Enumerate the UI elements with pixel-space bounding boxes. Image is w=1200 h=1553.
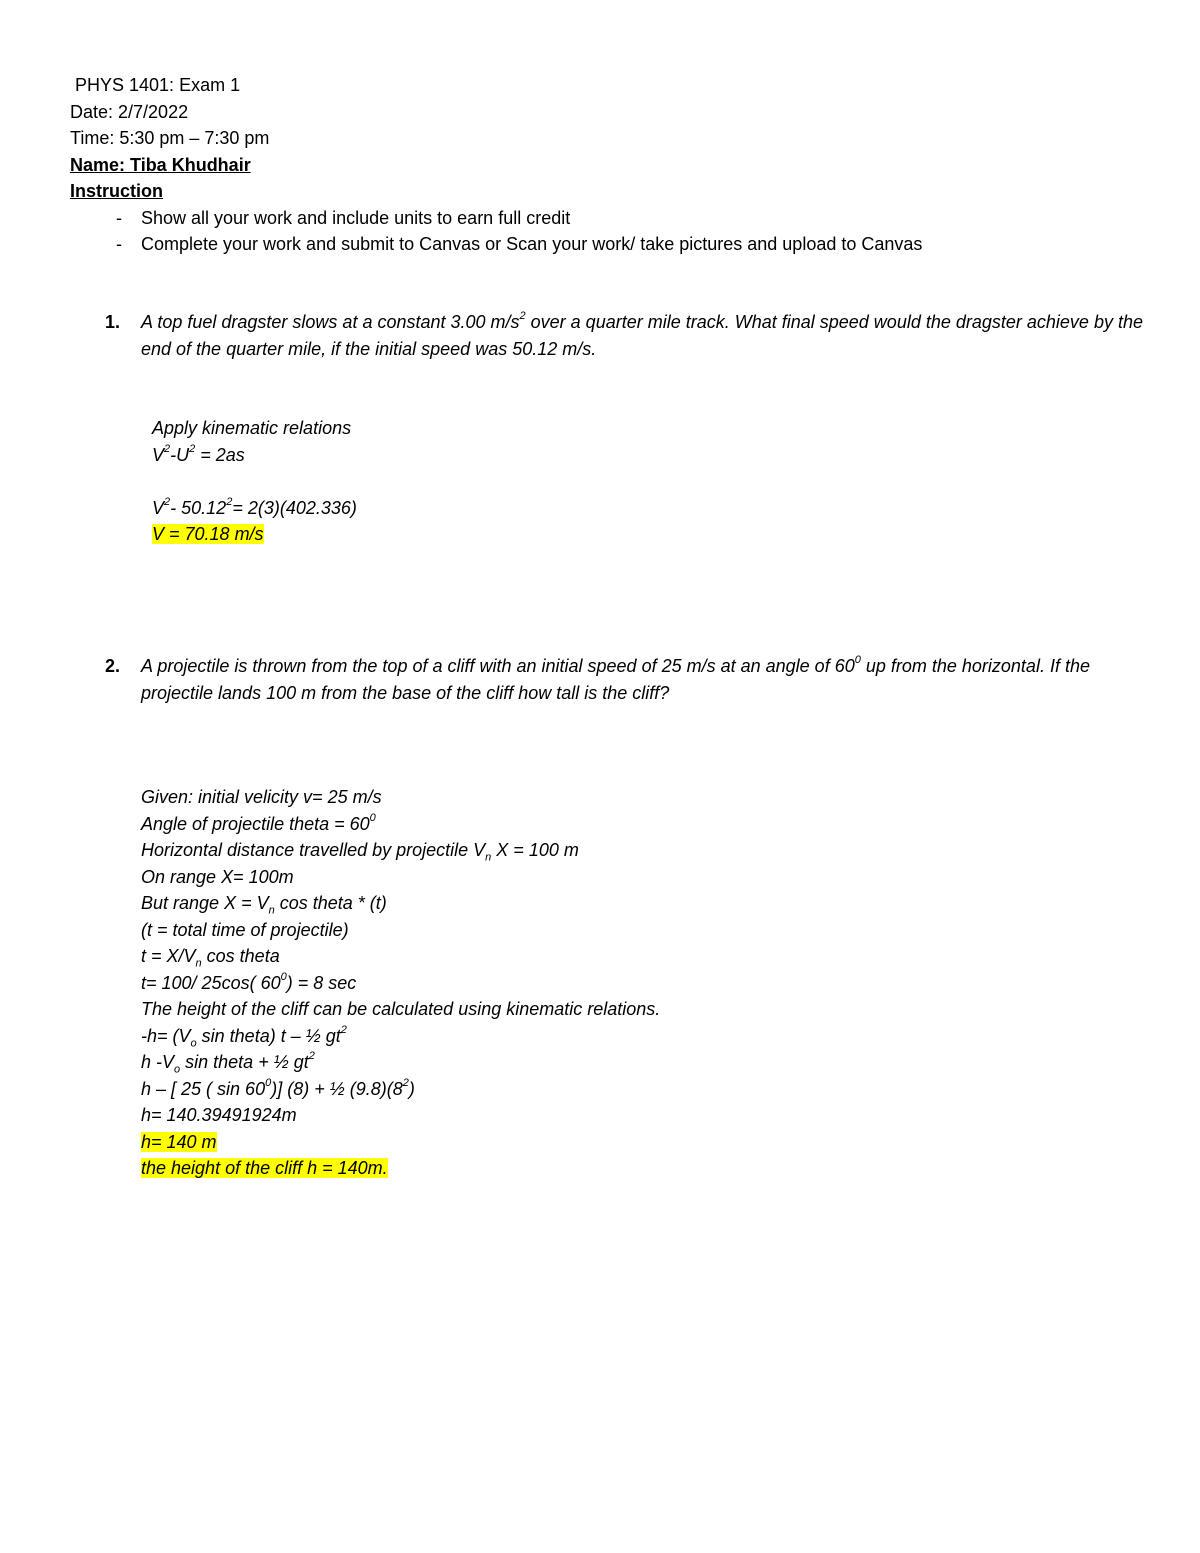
- solution-line: Horizontal distance travelled by projectile $V_n$ X = 100 m: [141, 840, 579, 864]
- solution-line: h= 140.39491924m: [141, 1105, 297, 1125]
- solution-line: h $-V_o$ sin theta + ½ $gt^2$: [141, 1050, 315, 1076]
- question-text: A projectile is thrown from the top of a cliff with an initial speed of 25 m/s at an angle of $60^0$ up from the horizontal. If the projectile lands 100 m from the base of the cliff how tall is the cliff?: [141, 654, 1090, 703]
- question-number: 2.: [105, 656, 121, 676]
- solution-answer: V = 70.18 m/s: [152, 524, 264, 544]
- instruction-heading: Instruction: [70, 181, 163, 201]
- exam-time: Time: 5:30 pm – 7:30 pm: [70, 128, 270, 148]
- question-number: 1.: [105, 312, 121, 332]
- solution-answer: h= 140 m: [141, 1131, 217, 1152]
- solution-line: On range X= 100m: [141, 866, 294, 887]
- instruction-item: - Show all your work and include units to earn full credit: [116, 207, 571, 228]
- student-name: Name: Tiba Khudhair: [70, 154, 251, 175]
- question-1: [105, 309, 1145, 362]
- q1-solution: [152, 415, 357, 548]
- q2-solution: [141, 784, 660, 1182]
- question-text: A top fuel dragster slows at a constant 3.00 $m/s^2$ over a quarter mile track. What final speed would the dragster achieve by the end of the quarter mile, if the initial speed was 50.12 m/s.: [141, 310, 1143, 359]
- instruction-list: [0, 205, 922, 258]
- solution-line: Given: initial velicity v= 25 m/s: [141, 787, 382, 807]
- exam-header: [70, 72, 922, 258]
- course-title: PHYS 1401: Exam 1: [75, 75, 241, 95]
- exam-date: Date: 2/7/2022: [70, 101, 189, 122]
- solution-line: $V^2-U^2 = 2as$: [152, 442, 245, 465]
- solution-line: $V^2-$ $50.12^2= 2(3)(402.336)$: [152, 495, 357, 518]
- solution-conclusion: the height of the cliff h = 140m.: [141, 1158, 388, 1178]
- solution-line: The height of the cliff can be calculated using kinematic relations.: [141, 999, 661, 1019]
- solution-line: But range $X = V_n$ cos theta * (t): [141, 893, 387, 917]
- solution-line: $t = X/V_n$ cos theta: [141, 946, 280, 970]
- solution-line: Angle of projectile theta = $60^0$: [141, 811, 376, 834]
- solution-line: h – [ 25 ( $\sin 60^0$)] (8) + ½ $(9.8)(8^2)$: [141, 1076, 415, 1099]
- solution-line: Apply kinematic relations: [152, 418, 352, 438]
- solution-line: t= 100/ 25cos( $60^0) = 8$ sec: [141, 970, 357, 993]
- solution-line: $-h= (V_o$ sin theta) t – ½ $gt^2$: [141, 1023, 347, 1050]
- question-2: [105, 653, 1145, 706]
- solution-line: (t = total time of projectile): [141, 919, 349, 940]
- instruction-item: - Complete your work and submit to Canvas or Scan your work/ take pictures and upload to Canvas: [116, 234, 923, 254]
